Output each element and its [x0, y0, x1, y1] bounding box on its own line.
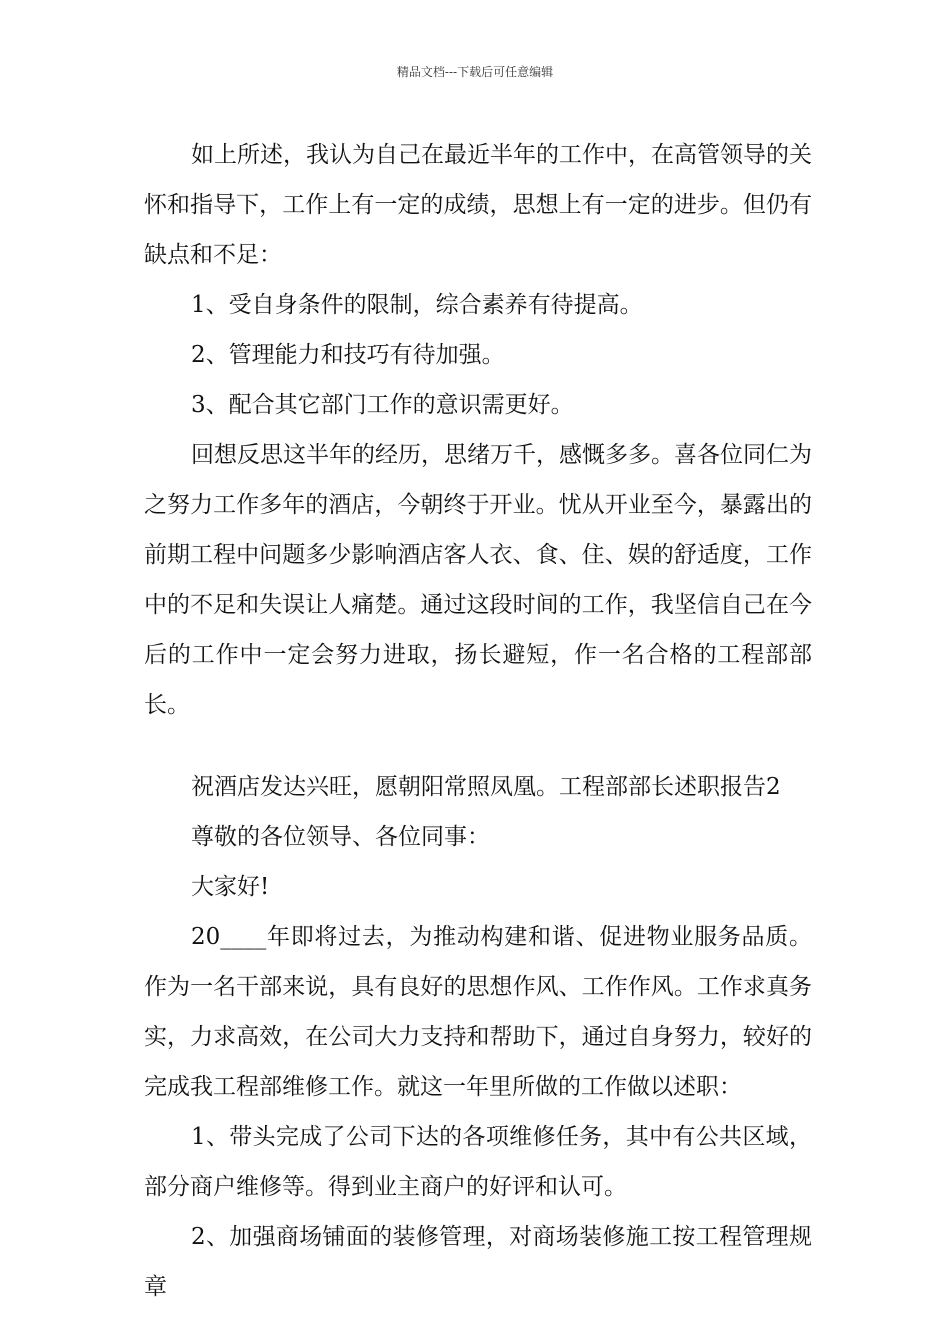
list-item-shortcoming-1: 1、受自身条件的限制，综合素养有待提高。 [191, 292, 643, 318]
paragraph-closing-title: 祝酒店发达兴旺，愿朝阳常照凤凰。工程部部长述职报告2 [191, 774, 781, 800]
list-item-shortcoming-3: 3、配合其它部门工作的意识需更好。 [191, 392, 574, 418]
page-header: 精品文档---下载后可任意编辑 [396, 65, 554, 79]
paragraph-summary: 如上所述，我认为自己在最近半年的工作中，在高管领导的关怀和指导下，工作上有一定的成绩，思想上有一定的进步。但仍有缺点和不足： [144, 142, 812, 268]
paragraph-intro: 20____年即将过去，为推动构建和谐、促进物业服务品质。作为一名干部来说，具有良好的思想作风、工作作风。工作求真务实，力求高效，在公司大力支持和帮助下，通过自身努力，较好的完成我工程部维修工作。就这一年里所做的工作做以述职： [144, 924, 812, 1100]
document-body [144, 130, 812, 1312]
list-item-work-1: 1、带头完成了公司下达的各项维修任务，其中有公共区域，部分商户维修等。得到业主商户的好评和认可。 [144, 1124, 812, 1200]
list-item-shortcoming-2: 2、管理能力和技巧有待加强。 [191, 342, 505, 368]
paragraph-reflection: 回想反思这半年的经历，思绪万千，感慨多多。喜各位同仁为之努力工作多年的酒店，今朝终于开业。忧从开业至今，暴露出的前期工程中问题多少影响酒店客人衣、食、住、娱的舒适度，工作中的不足和失误让人痛楚。通过这段时间的工作，我坚信自己在今后的工作中一定会努力进取，扬长避短，作一名合格的工程部部长。 [144, 442, 812, 718]
list-item-work-2: 2、加强商场铺面的装修管理，对商场装修施工按工程管理规章 [144, 1224, 812, 1300]
paragraph-greeting: 大家好! [191, 874, 270, 900]
paragraph-salutation: 尊敬的各位领导、各位同事： [191, 824, 490, 850]
